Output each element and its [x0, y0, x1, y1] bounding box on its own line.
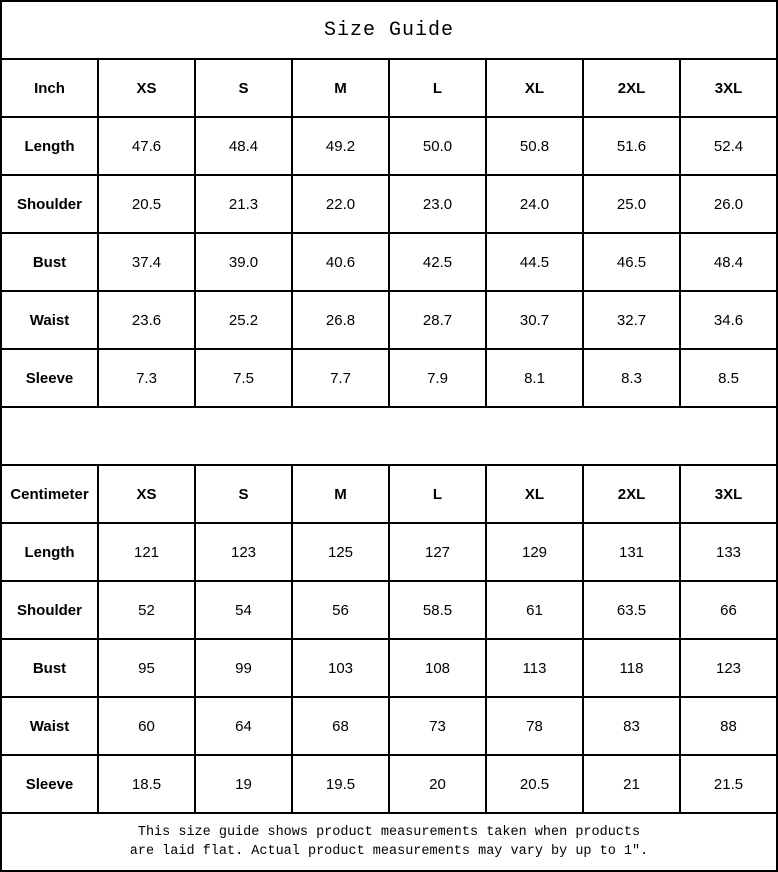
measurement-value-cell: 133 [680, 523, 777, 581]
measurement-row [1, 755, 777, 813]
measurement-value-cell: 48.4 [680, 233, 777, 291]
measurement-value-cell: 56 [292, 581, 389, 639]
measurement-label-cell: Shoulder [1, 581, 98, 639]
measurement-value-cell: 113 [486, 639, 583, 697]
measurement-value-cell: 20 [389, 755, 486, 813]
size-header-cell: M [292, 465, 389, 523]
measurement-value-cell: 127 [389, 523, 486, 581]
measurement-value-cell: 26.0 [680, 175, 777, 233]
measurement-label-cell: Waist [1, 697, 98, 755]
measurement-value-cell: 46.5 [583, 233, 680, 291]
measurement-value-cell: 19 [195, 755, 292, 813]
footer-row [1, 813, 777, 871]
measurement-value-cell: 52 [98, 581, 195, 639]
size-header-row [1, 465, 777, 523]
measurement-value-cell: 30.7 [486, 291, 583, 349]
spacer-cell [1, 407, 777, 465]
measurement-value-cell: 39.0 [195, 233, 292, 291]
measurement-value-cell: 88 [680, 697, 777, 755]
measurement-label-cell: Waist [1, 291, 98, 349]
footer-section [1, 813, 777, 871]
measurement-value-cell: 7.7 [292, 349, 389, 407]
measurement-row [1, 291, 777, 349]
measurement-value-cell: 58.5 [389, 581, 486, 639]
footer-line-2: are laid flat. Actual product measurements may vary by up to 1″. [129, 844, 649, 859]
measurement-value-cell: 60 [98, 697, 195, 755]
measurement-row [1, 349, 777, 407]
measurement-value-cell: 21 [583, 755, 680, 813]
measurement-row [1, 175, 777, 233]
centimeter-table-body [1, 465, 777, 813]
measurement-value-cell: 54 [195, 581, 292, 639]
size-header-cell: 3XL [680, 465, 777, 523]
measurement-value-cell: 78 [486, 697, 583, 755]
measurement-value-cell: 20.5 [98, 175, 195, 233]
measurement-label-cell: Length [1, 117, 98, 175]
measurement-value-cell: 8.1 [486, 349, 583, 407]
measurement-value-cell: 48.4 [195, 117, 292, 175]
measurement-value-cell: 61 [486, 581, 583, 639]
measurement-value-cell: 68 [292, 697, 389, 755]
measurement-value-cell: 8.3 [583, 349, 680, 407]
measurement-row [1, 697, 777, 755]
spacer-row [1, 407, 777, 465]
measurement-value-cell: 125 [292, 523, 389, 581]
measurement-value-cell: 40.6 [292, 233, 389, 291]
measurement-value-cell: 8.5 [680, 349, 777, 407]
measurement-value-cell: 129 [486, 523, 583, 581]
footer-note [1, 813, 777, 871]
inch-table-body [1, 59, 777, 407]
measurement-value-cell: 22.0 [292, 175, 389, 233]
measurement-value-cell: 21.3 [195, 175, 292, 233]
unit-header-cell: Inch [1, 59, 98, 117]
measurement-value-cell: 7.5 [195, 349, 292, 407]
measurement-value-cell: 7.9 [389, 349, 486, 407]
page-title: Size Guide [1, 1, 777, 59]
measurement-value-cell: 19.5 [292, 755, 389, 813]
measurement-value-cell: 18.5 [98, 755, 195, 813]
measurement-row [1, 117, 777, 175]
size-header-cell: XL [486, 59, 583, 117]
title-section [1, 1, 777, 59]
spacer-section [1, 407, 777, 465]
measurement-label-cell: Bust [1, 639, 98, 697]
measurement-value-cell: 32.7 [583, 291, 680, 349]
size-header-cell: XS [98, 59, 195, 117]
footer-line-1: This size guide shows product measurements taken when products [137, 825, 641, 840]
measurement-value-cell: 42.5 [389, 233, 486, 291]
measurement-value-cell: 64 [195, 697, 292, 755]
size-header-cell: M [292, 59, 389, 117]
measurement-row [1, 233, 777, 291]
size-header-cell: 2XL [583, 59, 680, 117]
measurement-value-cell: 24.0 [486, 175, 583, 233]
measurement-label-cell: Sleeve [1, 755, 98, 813]
measurement-value-cell: 25.2 [195, 291, 292, 349]
measurement-value-cell: 108 [389, 639, 486, 697]
unit-header-cell: Centimeter [1, 465, 98, 523]
size-header-cell: S [195, 59, 292, 117]
size-header-cell: XS [98, 465, 195, 523]
title-row [1, 1, 777, 59]
measurement-value-cell: 34.6 [680, 291, 777, 349]
measurement-label-cell: Length [1, 523, 98, 581]
measurement-value-cell: 21.5 [680, 755, 777, 813]
measurement-value-cell: 51.6 [583, 117, 680, 175]
size-header-cell: S [195, 465, 292, 523]
measurement-value-cell: 28.7 [389, 291, 486, 349]
measurement-value-cell: 47.6 [98, 117, 195, 175]
measurement-row [1, 639, 777, 697]
measurement-value-cell: 20.5 [486, 755, 583, 813]
measurement-label-cell: Bust [1, 233, 98, 291]
size-header-cell: 3XL [680, 59, 777, 117]
measurement-value-cell: 23.0 [389, 175, 486, 233]
measurement-value-cell: 63.5 [583, 581, 680, 639]
measurement-value-cell: 37.4 [98, 233, 195, 291]
measurement-value-cell: 121 [98, 523, 195, 581]
measurement-value-cell: 73 [389, 697, 486, 755]
measurement-value-cell: 23.6 [98, 291, 195, 349]
measurement-label-cell: Shoulder [1, 175, 98, 233]
measurement-value-cell: 52.4 [680, 117, 777, 175]
size-header-row [1, 59, 777, 117]
measurement-value-cell: 83 [583, 697, 680, 755]
measurement-value-cell: 25.0 [583, 175, 680, 233]
measurement-value-cell: 131 [583, 523, 680, 581]
measurement-value-cell: 95 [98, 639, 195, 697]
measurement-value-cell: 99 [195, 639, 292, 697]
measurement-value-cell: 50.0 [389, 117, 486, 175]
measurement-value-cell: 26.8 [292, 291, 389, 349]
size-header-cell: 2XL [583, 465, 680, 523]
measurement-value-cell: 44.5 [486, 233, 583, 291]
measurement-value-cell: 123 [195, 523, 292, 581]
measurement-value-cell: 123 [680, 639, 777, 697]
size-header-cell: L [389, 465, 486, 523]
measurement-value-cell: 118 [583, 639, 680, 697]
measurement-value-cell: 49.2 [292, 117, 389, 175]
measurement-label-cell: Sleeve [1, 349, 98, 407]
measurement-value-cell: 66 [680, 581, 777, 639]
size-header-cell: XL [486, 465, 583, 523]
measurement-value-cell: 50.8 [486, 117, 583, 175]
measurement-row [1, 581, 777, 639]
size-header-cell: L [389, 59, 486, 117]
measurement-row [1, 523, 777, 581]
measurement-value-cell: 7.3 [98, 349, 195, 407]
measurement-value-cell: 103 [292, 639, 389, 697]
